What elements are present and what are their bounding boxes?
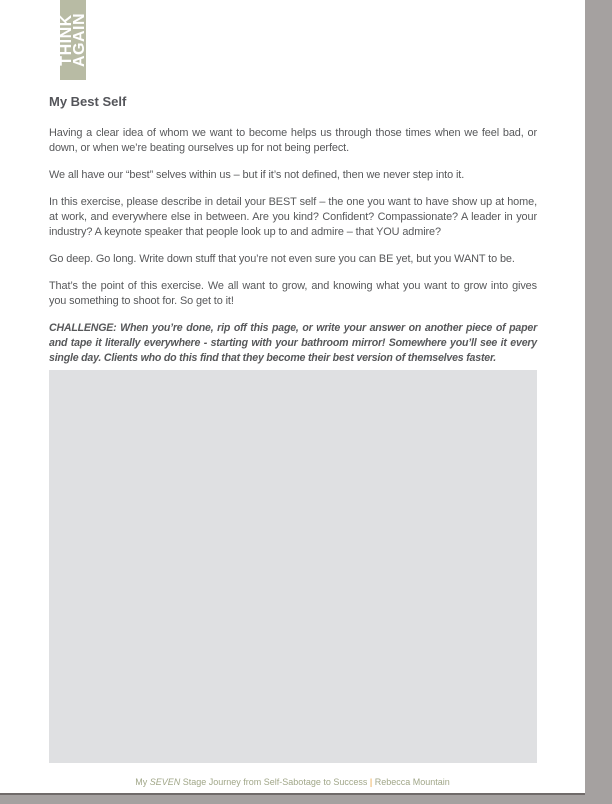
think-again-logo (60, 0, 86, 80)
answer-writing-area (49, 370, 537, 763)
footer-middle: Stage Journey from Self-Sabotage to Success (182, 777, 370, 787)
intro-paragraph: Having a clear idea of whom we want to become helps us through those times when we feel bad, or down, or when we’re beating ourselves up for not being perfect. (49, 127, 537, 154)
think-again-logo-text (60, 13, 86, 67)
logo-line-2: AGAIN (71, 12, 88, 68)
go-deep-paragraph: Go deep. Go long. Write down stuff that you’re not even sure you can BE yet, but you WANT to be. (49, 253, 515, 265)
page-footer (0, 776, 585, 788)
best-selves-paragraph: We all have our “best” selves within us – but if it’s not defined, then we never step into it. (49, 169, 465, 181)
point-of-exercise-paragraph: That’s the point of this exercise. We all want to grow, and knowing what you want to grow into gives you something to shoot for. So get to it! (49, 280, 537, 307)
logo-line-1: THINK (58, 14, 75, 66)
worksheet-content (49, 94, 537, 378)
footer-separator: | (369, 777, 373, 787)
challenge-paragraph: CHALLENGE: When you’re done, rip off this page, or write your answer on another piece of paper and tape it literally everywhere - starting with your bathroom mirror! Somewhere you’ll see it every single day. Clients who do this find that they become their best version of themselves faster. (49, 322, 537, 364)
footer-prefix: My (135, 777, 148, 787)
footer-author: Rebecca Mountain (372, 777, 450, 787)
exercise-instructions-paragraph: In this exercise, please describe in detail your BEST self – the one you want to have show up at home, at work, and everywhere else in between. Are you kind? Confident? Compassionate? A leader in your industry? A keynote speaker that people look up to and admire – that YOU admire? (49, 196, 537, 238)
footer-series-word: SEVEN (147, 777, 183, 787)
page-title: My Best Self (49, 94, 127, 109)
